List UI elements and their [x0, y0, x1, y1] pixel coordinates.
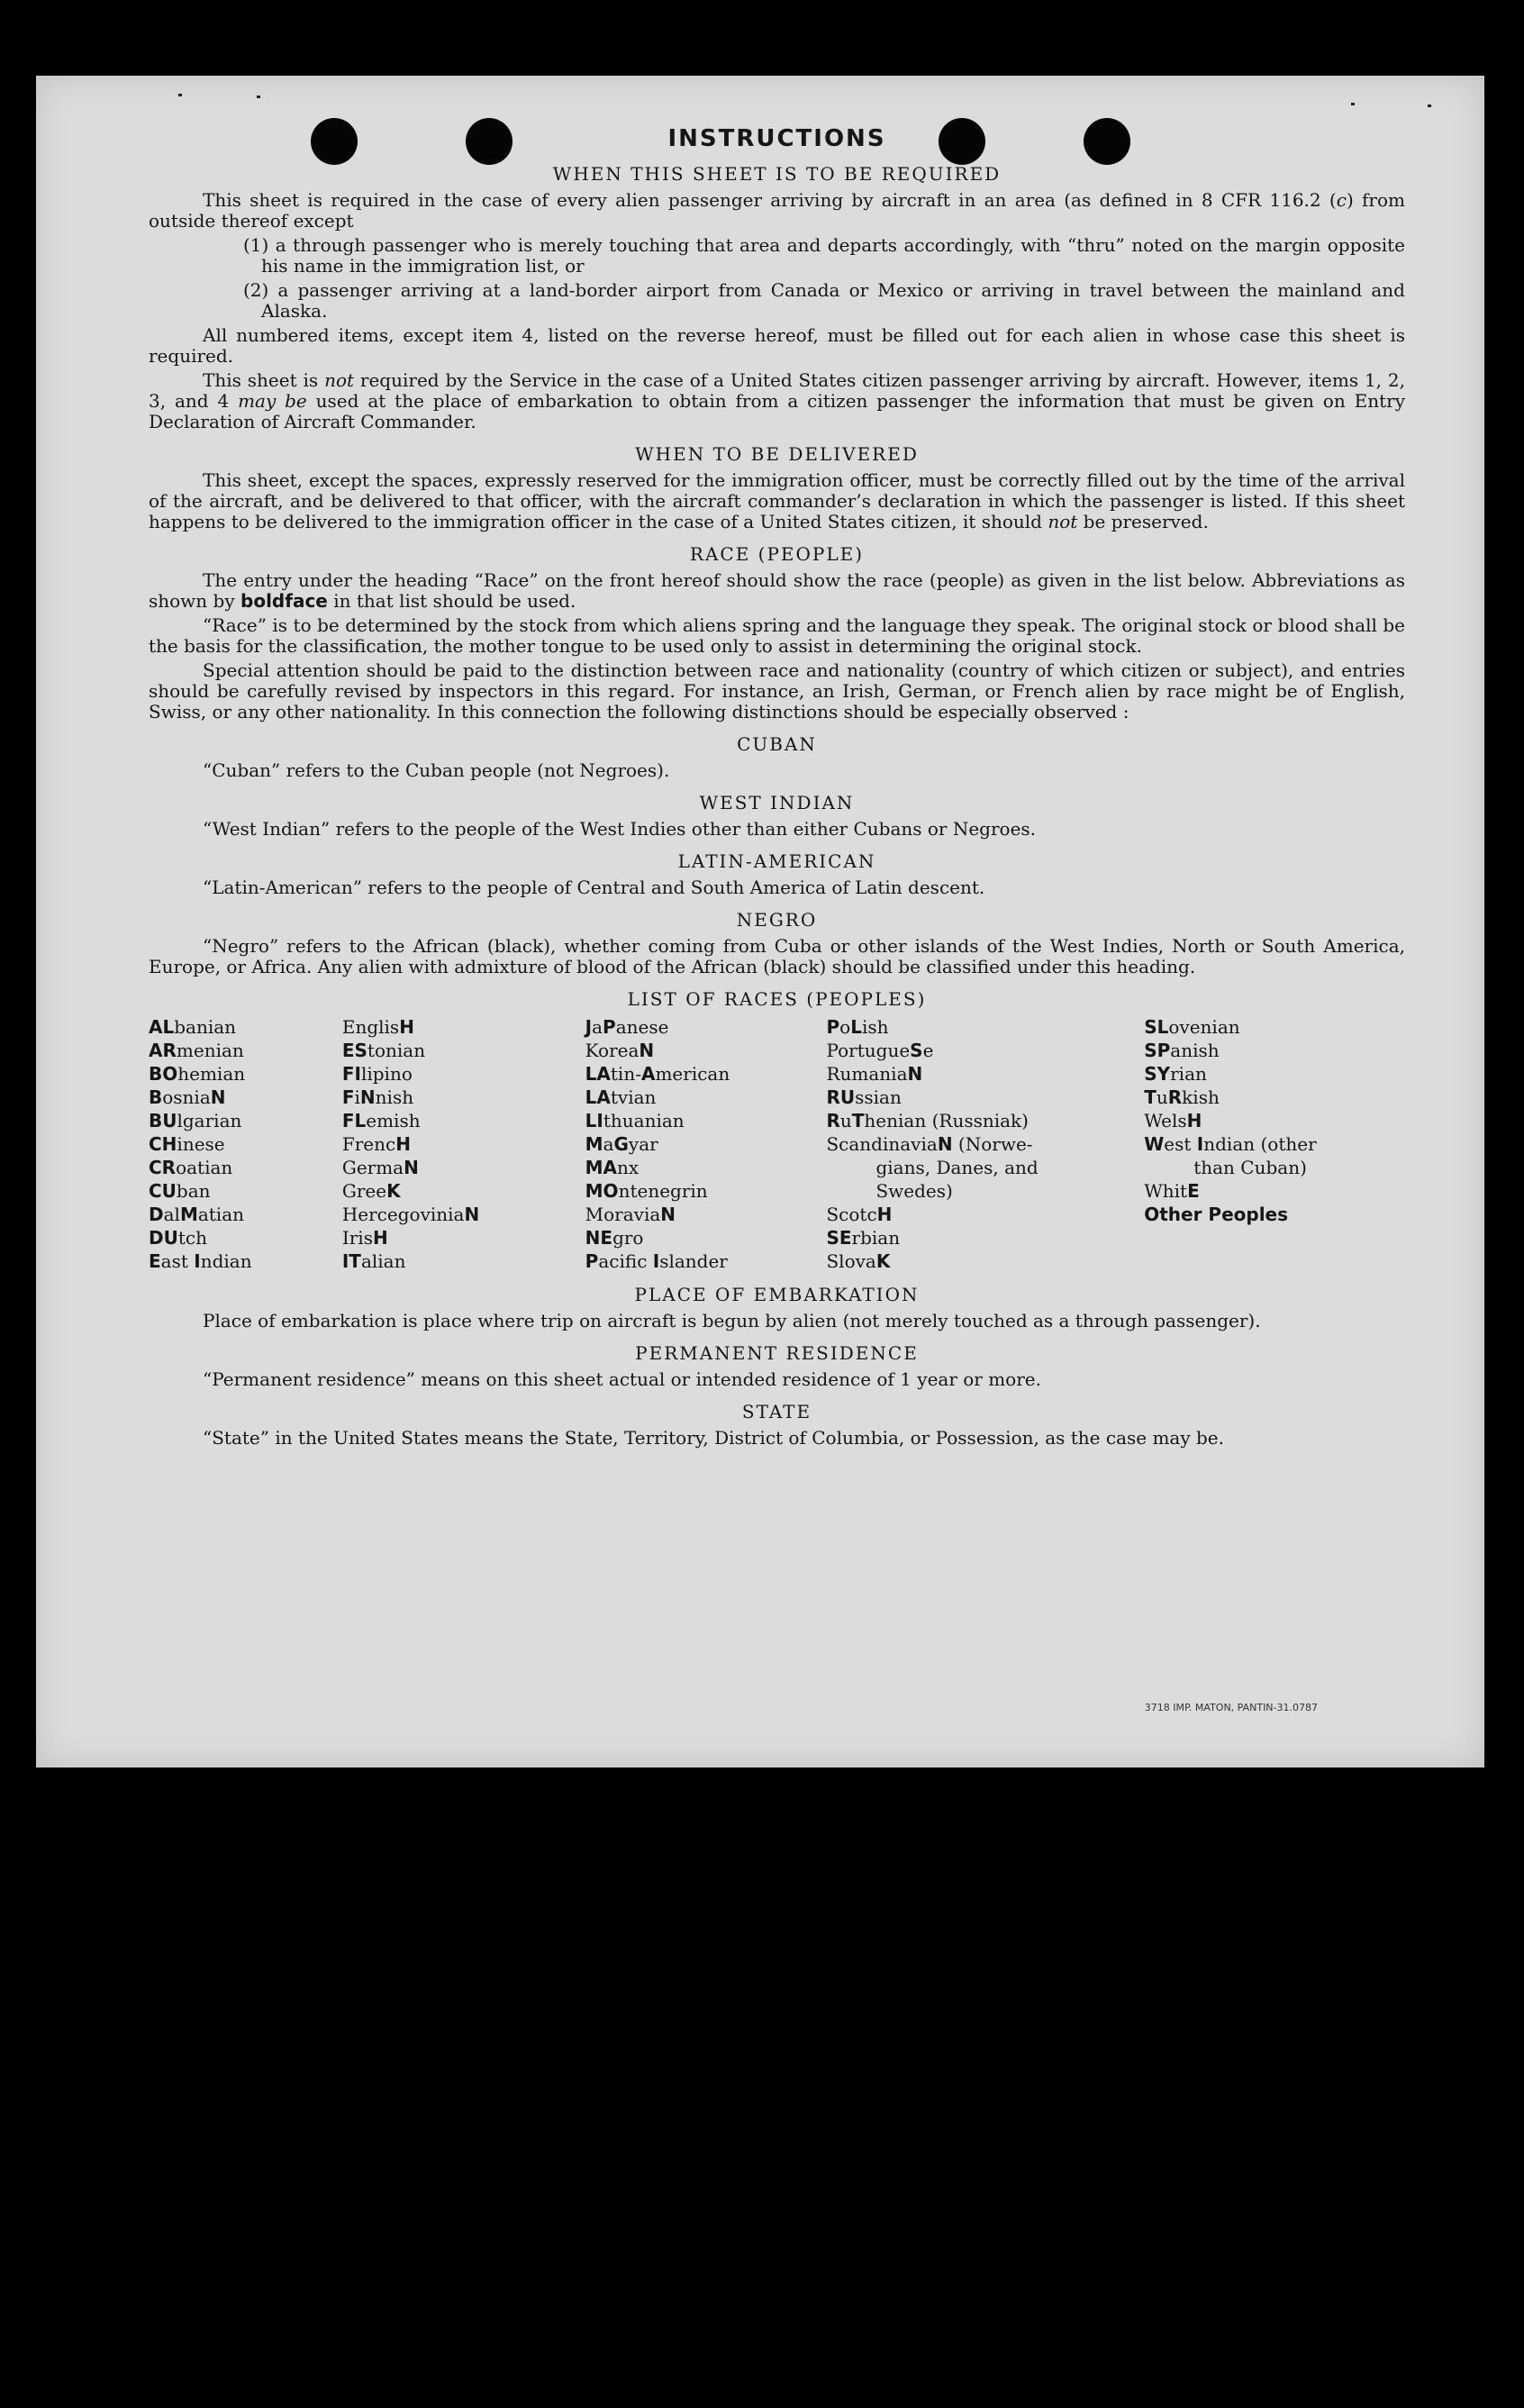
races-column: [149, 1015, 342, 1273]
race-entry: gians, Danes, and: [875, 1157, 1039, 1178]
race-entry: FrencH: [341, 1133, 411, 1155]
section-heading-residence: PERMANENT RESIDENCE: [635, 1342, 919, 1364]
race-entry: TuRkish: [1144, 1086, 1220, 1108]
races-column: [1144, 1015, 1405, 1273]
section-heading-west-indian: WEST INDIAN: [699, 792, 855, 813]
paragraph: [149, 570, 1405, 612]
race-entry: MAnx: [585, 1157, 640, 1178]
race-entry: SErbian: [826, 1227, 901, 1249]
race-entry: RumaniaN: [826, 1063, 923, 1085]
race-entry: NEgro: [585, 1227, 644, 1249]
text: This sheet is required in the case of every alien passenger arriving by aircraft in an area (as defined in 8 CFR 116.2 (: [203, 189, 1337, 211]
text: used at the place of embarkation to obtain from a citizen passenger the information that must be given on Entry Declaration of Aircraft Commander.: [149, 390, 1405, 432]
race-entry: GermaN: [341, 1157, 419, 1178]
race-entry: WelsH: [1144, 1110, 1202, 1131]
speck: [178, 94, 182, 96]
race-entry: CRoatian: [149, 1157, 233, 1178]
race-entry: KoreaN: [585, 1040, 655, 1061]
race-entry: DUtch: [149, 1227, 207, 1249]
text-bold: boldface: [240, 590, 328, 612]
race-entry: MOntenegrin: [585, 1180, 708, 1202]
text-italic: not: [1048, 511, 1078, 532]
paragraph: [149, 370, 1405, 432]
race-entry: ARmenian: [149, 1040, 244, 1061]
paragraph: “State” in the United States means the State, Territory, District of Columbia, or Possession, as the case may be.: [203, 1427, 1224, 1449]
text: in that list should be used.: [327, 590, 576, 612]
paragraph: “West Indian” refers to the people of the West Indies other than either Cubans or Negroes.: [203, 818, 1037, 840]
section-heading-delivered: WHEN TO BE DELIVERED: [635, 443, 919, 465]
exception-item-2: (2) a passenger arriving at a land-border airport from Canada or Mexico or arriving in travel between the mainland and Alaska.: [243, 279, 1405, 322]
section-heading-required: WHEN THIS SHEET IS TO BE REQUIRED: [552, 163, 1002, 185]
race-entry: MoraviaN: [585, 1204, 676, 1225]
race-entry: FIlipino: [341, 1063, 413, 1085]
race-entry: ALbanian: [149, 1016, 237, 1038]
races-column: [826, 1015, 1144, 1273]
race-entry: FLemish: [341, 1110, 421, 1131]
document-sheet: [36, 76, 1484, 1767]
text-italic: not: [324, 369, 355, 391]
instructions-content: [149, 125, 1405, 1452]
race-entry: WhitE: [1144, 1180, 1200, 1202]
race-entry: FiNnish: [341, 1086, 414, 1108]
section-heading-embarkation: PLACE OF EMBARKATION: [634, 1284, 920, 1305]
text: This sheet is: [203, 369, 325, 391]
race-entry: PortugueSe: [826, 1040, 934, 1061]
race-entry: Swedes): [875, 1180, 953, 1202]
printer-imprint: 3718 IMP. MATON, PANTIN-31.0787: [1144, 1702, 1318, 1713]
race-entry: CUban: [149, 1180, 211, 1202]
race-entry: GreeK: [341, 1180, 401, 1202]
paragraph: “Race” is to be determined by the stock from which aliens spring and the language they speak. The original stock or blood shall be the basis for the classification, the mother tongue to be used only to assist in determining the original stock.: [149, 614, 1405, 657]
race-entry: BUlgarian: [149, 1110, 242, 1131]
section-heading-negro: NEGRO: [736, 909, 818, 931]
race-entry: EnglisH: [341, 1016, 414, 1038]
text: This sheet, except the spaces, expressly reserved for the immigration officer, must be correctly filled out by the time of the arrival of the aircraft, and be delivered to that officer, with the aircraft commander’s declaration in which the passenger is listed. If this sheet happens to be delivered to the immigration officer in the case of a United States citizen, it should: [149, 469, 1405, 532]
race-entry: Pacific Islander: [585, 1250, 728, 1272]
paragraph: “Negro” refers to the African (black), whether coming from Cuba or other islands of the West Indies, North or South America, Europe, or Africa. Any alien with admixture of blood of the African (black) should be classified under this heading.: [149, 935, 1405, 977]
race-entry: LAtin-American: [585, 1063, 730, 1085]
paragraph: “Permanent residence” means on this sheet actual or intended residence of 1 year or more.: [203, 1368, 1041, 1390]
race-entry: SPanish: [1144, 1040, 1220, 1061]
text-italic: may be: [238, 390, 307, 412]
race-entry: LAtvian: [585, 1086, 657, 1108]
section-heading-cuban: CUBAN: [737, 733, 817, 755]
section-heading-races-list: LIST OF RACES (PEOPLES): [627, 988, 927, 1010]
paragraph: [149, 190, 1405, 232]
race-entry: than Cuban): [1193, 1157, 1307, 1178]
race-entry: RUssian: [826, 1086, 902, 1108]
race-entry: SLovenian: [1144, 1016, 1240, 1038]
section-heading-race: RACE (PEOPLE): [689, 543, 865, 565]
race-entry: ScandinaviaN (Norwe-: [826, 1133, 1033, 1155]
text: required by the Service in the case of a United States citizen passenger arriving by aircraft. However, items 1, 2, 3, and 4: [149, 369, 1406, 412]
text: ) from outside thereof except: [149, 189, 1405, 232]
race-entry: DalMatian: [149, 1204, 245, 1225]
speck: [1428, 104, 1431, 107]
paragraph: All numbered items, except item 4, listed on the reverse hereof, must be filled out for each alien in whose case this sheet is required.: [149, 324, 1405, 367]
race-entry: ITalian: [341, 1250, 406, 1272]
speck: [257, 95, 260, 98]
race-entry: BosniaN: [149, 1086, 226, 1108]
race-entry: JaPanese: [585, 1016, 669, 1038]
race-entry: EStonian: [341, 1040, 426, 1061]
page-title: INSTRUCTIONS: [667, 125, 886, 152]
exception-item-1: (1) a through passenger who is merely touching that area and departs accordingly, with “thru” noted on the margin opposite his name in the immigration list, or: [243, 234, 1405, 277]
text-italic: c: [1336, 189, 1347, 211]
paragraph: [149, 470, 1405, 532]
race-entry: Other Peoples: [1144, 1204, 1289, 1225]
section-heading-state: STATE: [741, 1401, 812, 1422]
race-entry: ScotcH: [826, 1204, 893, 1225]
paragraph: Special attention should be paid to the distinction between race and nationality (country of which citizen or subject), and entries should be carefully revised by inspectors in this regard. For instance, an Irish, German, or French alien by race might be of English, Swiss, or any other nationality. In this connection the following distinctions should be especially observed :: [149, 659, 1405, 722]
race-entry: PoLish: [826, 1016, 889, 1038]
race-entry: SYrian: [1144, 1063, 1207, 1085]
race-entry: SlovaK: [826, 1250, 891, 1272]
race-entry: BOhemian: [149, 1063, 246, 1085]
section-heading-latin-american: LATIN-AMERICAN: [677, 850, 876, 872]
race-entry: HercegoviniaN: [341, 1204, 480, 1225]
race-entry: LIthuanian: [585, 1110, 685, 1131]
race-entry: RuThenian (Russniak): [826, 1110, 1029, 1131]
speck: [1351, 103, 1355, 105]
text: The entry under the heading “Race” on the front hereof should show the race (people) as given in the list below. Abbreviations as shown by: [149, 569, 1405, 612]
races-column: [585, 1015, 827, 1273]
race-entry: West Indian (other: [1144, 1133, 1317, 1155]
paragraph: “Latin-American” refers to the people of Central and South America of Latin descent.: [203, 877, 985, 898]
race-entry: East Indian: [149, 1250, 252, 1272]
races-list: [149, 1015, 1405, 1273]
text: be preserved.: [1077, 511, 1209, 532]
races-column: [342, 1015, 585, 1273]
race-entry: IrisH: [341, 1227, 388, 1249]
paragraph: Place of embarkation is place where trip on aircraft is begun by alien (not merely touched as a through passenger).: [203, 1310, 1261, 1331]
paragraph: “Cuban” refers to the Cuban people (not Negroes).: [203, 759, 670, 781]
race-entry: MaGyar: [585, 1133, 658, 1155]
race-entry: CHinese: [149, 1133, 225, 1155]
